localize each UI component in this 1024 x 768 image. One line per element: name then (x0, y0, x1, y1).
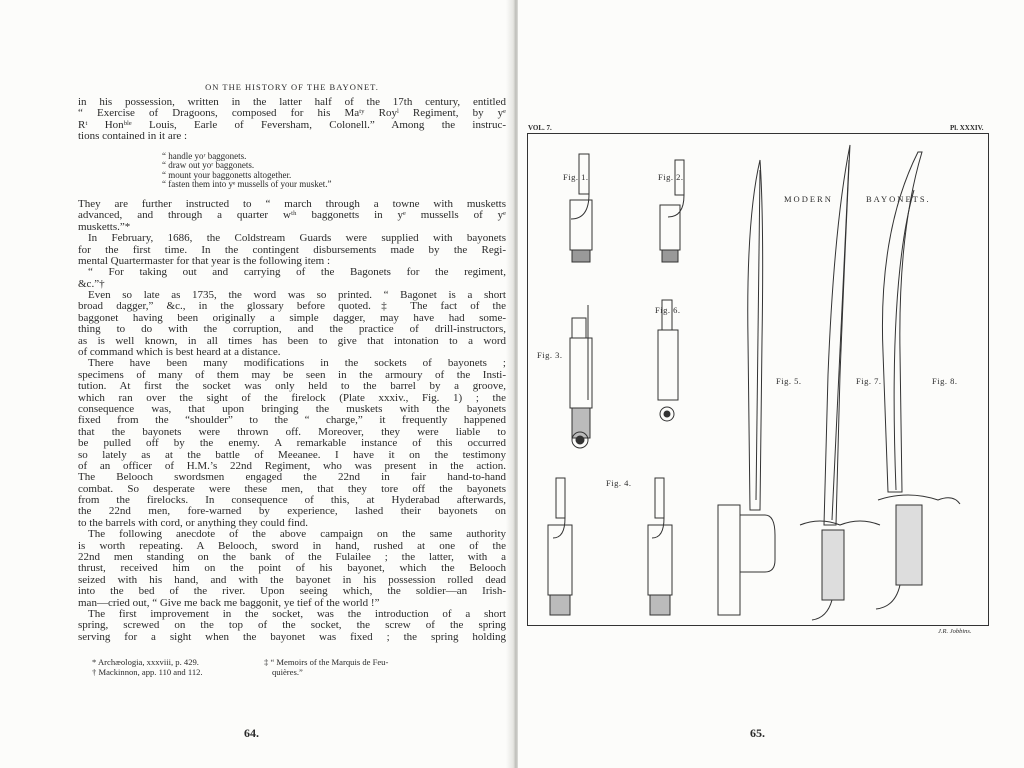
text-line: Rᵗ Honᵇˡᵉ Louis, Earle of Feversham, Colonell.” Among the instruc- (78, 119, 506, 131)
text-line: The following anecdote of the above campaign on the same authority (88, 529, 506, 541)
fig7-label: Fig. 7. (856, 376, 882, 386)
text-line: tution. At first the socket was only held to the barrel by a groove, (78, 381, 506, 393)
text-line: broad dagger,” &c., in the glossary before quoted.‡ The fact of the (78, 301, 506, 313)
text-line: thing to do with the corruption, and the practice of drill-instructors, (78, 324, 506, 336)
fig3-label: Fig. 3. (537, 350, 563, 360)
footnote: ‡ “ Memoirs of the Marquis de Feu- (264, 657, 389, 667)
text-line: They are further instructed to “ march through a towne with musketts (78, 198, 506, 210)
quote-line: “ mount your baggonetts altogether. (162, 169, 292, 180)
text-line: serving for a sight when the bayonet was fixed ; the spring holding (78, 631, 506, 643)
text-line: that the bayonets were thrown off. Moreover, they were liable to (78, 426, 506, 438)
fig4-socket-drawings (548, 478, 672, 615)
text-line: There have been many modifications in the sockets of bayonets ; (88, 358, 506, 370)
text-line: as is well known, in all times has been to give that intonation to a word (78, 335, 506, 347)
text-line: musketts.”* (78, 221, 131, 233)
plate-title-modern: MODERN (784, 194, 833, 204)
volume-label: VOL. 7. (528, 124, 552, 132)
text-line: for the first time. In the contingent disbursements made by the Regi- (78, 244, 506, 256)
text-line: thrust, received him on the point of his bayonet, which the Belooch (78, 563, 506, 575)
text-line: which ran over the sight of the firelock (Plate xxxiv., Fig. 1) ; the (78, 392, 506, 404)
page-number: 65. (750, 726, 765, 740)
text-line: advanced, and through a quarter wᵗʰ baggonetts in yᵉ mussells of yᵉ (78, 210, 506, 222)
footnote: * Archæologia, xxxviii, p. 429. (92, 657, 199, 667)
text-line: The first improvement in the socket, was the introduction of a short (88, 609, 506, 620)
text-line: “ Exercise of Dragoons, composed for his Maᵗʸ Royˡ Regiment, by yᵉ (78, 108, 506, 120)
quote-line: “ handle yoʳ baggonets. (162, 150, 247, 161)
fig5-bayonet-drawing (718, 160, 775, 615)
text-line: tions contained in it are : (78, 131, 188, 143)
text-line: specimens of many of them may be seen in the armoury of the Insti- (78, 369, 506, 381)
text-line: to the barrels with cord, or anything they could find. (78, 517, 309, 529)
text-line: baggonet having been originally a simple dagger, may have had some- (78, 312, 506, 324)
text-line: so lately as at the battle of Meeanee. I have it on the testimony (78, 449, 506, 461)
fig8-label: Fig. 8. (932, 376, 958, 386)
text-line: fixed from the “shoulder” to the “ charge,” it frequently happened (78, 415, 506, 427)
text-line: combat. So desperate were these men, that they tore off the bayonets (78, 483, 506, 495)
text-line: of an officer of H.M.’s 22nd Regiment, who was present in the action. (78, 460, 506, 472)
text-line: &c.”† (78, 278, 105, 290)
plate-label: Pl. XXXIV. (950, 124, 984, 132)
page-number: 64. (244, 726, 259, 740)
fig6-label: Fig. 6. (655, 305, 681, 315)
text-line: spring, screwed on the top of the socket, the screw of the spring (78, 620, 506, 632)
text-line: The Belooch swordsmen engaged the 22nd in fair hand-to-hand (78, 472, 506, 484)
text-line: Even so late as 1735, the word was so printed. “ Bagonet is a short (88, 290, 506, 302)
text-line: In February, 1686, the Coldstream Guards were supplied with bayonets (88, 233, 506, 245)
text-line: from the firelocks. In consequence of this, at Hyderabad afterwards, (78, 495, 506, 507)
fig1-socket-drawing (570, 154, 592, 262)
fig5-label: Fig. 5. (776, 376, 802, 386)
text-line: is worth repeating. A Belooch, sword in hand, rushed at one of the (78, 540, 506, 552)
text-line: in his possession, written in the latter half of the 17th century, entitled (78, 97, 506, 108)
fig4-label: Fig. 4. (606, 478, 632, 488)
fig6-socket-drawing (658, 300, 678, 421)
footnote: † Mackinnon, app. 110 and 112. (92, 667, 203, 677)
text-line: “ For taking out and carrying of the Bagonets for the regiment, (88, 267, 506, 279)
text-line: the 22nd men, fore-warned by experience, lashed their bayonets on (78, 506, 506, 518)
text-line: of command which is best heard at a distance. (78, 347, 281, 359)
quote-line: “ fasten them into yᵉ mussells of your musket.” (162, 179, 332, 190)
running-head: ON THE HISTORY OF THE BAYONET. (205, 82, 379, 92)
fig2-label: Fig. 2. (658, 172, 684, 182)
plate-title-bayonets: BAYONETS. (866, 194, 931, 204)
footnote: quières.” (272, 667, 303, 677)
text-line: seized with his hand, and with the bayonet in his possession rolled dead (78, 574, 506, 586)
text-line: into the bed of the river. Upon seeing which, the soldier—an Irish- (78, 586, 506, 598)
text-line: mental Quartermaster for that year is the following item : (78, 255, 331, 267)
text-line: 22nd men standing on the bank of the Fulailee ; the latter, with a (78, 552, 506, 564)
text-line: man—cried out, “ Give me back me baggonit, ye tief of the world !” (78, 597, 380, 609)
text-line: consequence was, that upon bringing the muskets with the bayonets (78, 403, 506, 415)
fig1-label: Fig. 1. (563, 172, 589, 182)
quote-line: “ draw out yoʳ baggonets. (162, 160, 255, 171)
fig3-socket-drawing (570, 305, 592, 448)
engraver-signature: J.R. Jobbins. (938, 628, 972, 635)
text-line: be pulled off by the enemy. A remarkable instance of this occurred (78, 438, 506, 450)
